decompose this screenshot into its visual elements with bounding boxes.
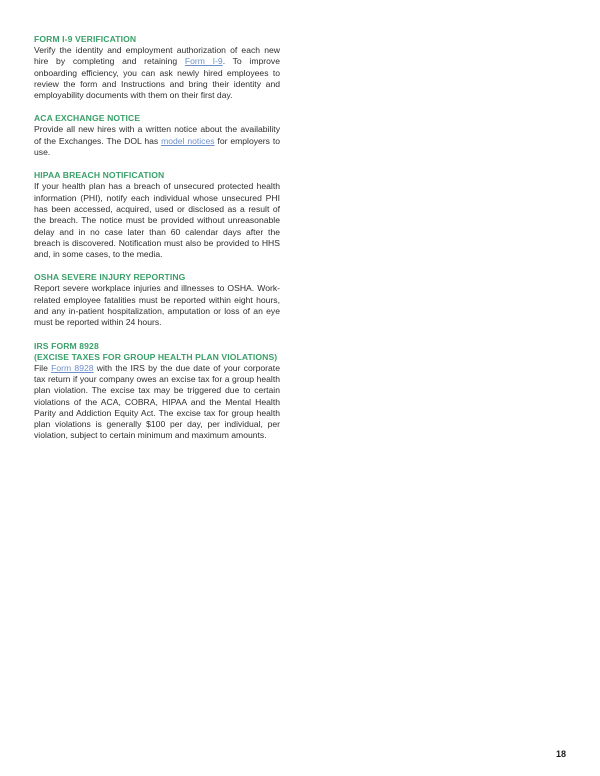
- section-body: [34, 363, 280, 442]
- section-heading: FORM I-9 VERIFICATION: [34, 34, 137, 44]
- section-irs-form-8928: [34, 341, 280, 442]
- body-text-before-link: File: [34, 362, 52, 373]
- section-body: [34, 45, 280, 101]
- section-heading: OSHA SEVERE INJURY REPORTING: [34, 272, 186, 283]
- section-body: [34, 124, 280, 158]
- page-number: 18: [555, 749, 566, 759]
- section-hipaa-breach-notification: [34, 170, 280, 260]
- model-notices-link[interactable]: model notices: [161, 135, 215, 146]
- section-subheading: (EXCISE TAXES FOR GROUP HEALTH PLAN VIOLATIONS): [34, 351, 278, 362]
- body-text-before-link: Verify the identity and employment authorization of each new hire by completing and retaining: [34, 45, 280, 67]
- content-column: [34, 34, 280, 454]
- section-osha-severe-injury-reporting: [34, 272, 280, 328]
- section-aca-exchange-notice: [34, 113, 280, 158]
- section-heading: HIPAA BREACH NOTIFICATION: [34, 170, 165, 181]
- form-8928-link[interactable]: Form 8928: [51, 362, 94, 373]
- body-text-after-link: . To improve onboarding efficiency, you can ask newly hired employees to review the form and Instructions and bring their identity and employability documents with them on their first day.: [34, 56, 280, 101]
- body-text-before-link: Provide all new hires with a written notice about the availability of the Exchanges. The DOL has: [34, 124, 280, 146]
- section-body: Report severe workplace injuries and illnesses to OSHA. Work-related employee fatalities must be reported within eight hours, and any in-patient hospitalization, amputation or loss of an eye must be reported within 24 hours.: [34, 283, 280, 328]
- body-text-after-link: with the IRS by the due date of your corporate tax return if your company owes an excise tax for a group health plan violation. The excise tax may be triggered due to certain violations of the ACA, COBRA, HIPAA and the Mental Health Parity and Addiction Equity Act. The excise tax for group health plan violations is generally $100 per day, per individual, per violation, subject to certain minimum and maximum amounts.: [34, 362, 280, 441]
- section-body: If your health plan has a breach of unsecured protected health information (PHI), notify each individual whose unsecured PHI has been accessed, acquired, used or disclosed as a result of the breach. The notice must be provided without unreasonable delay and in no case later than 60 calendar days after the breach is discovered. Notification must also be provided to HHS and, in some cases, to the media.: [34, 181, 280, 260]
- form-i9-link[interactable]: Form I-9: [184, 56, 223, 67]
- section-i9-verification: [34, 34, 280, 101]
- body-text-after-link: for employers to use.: [34, 135, 280, 158]
- section-heading: ACA EXCHANGE NOTICE: [34, 113, 141, 124]
- section-heading: IRS FORM 8928: [34, 340, 99, 351]
